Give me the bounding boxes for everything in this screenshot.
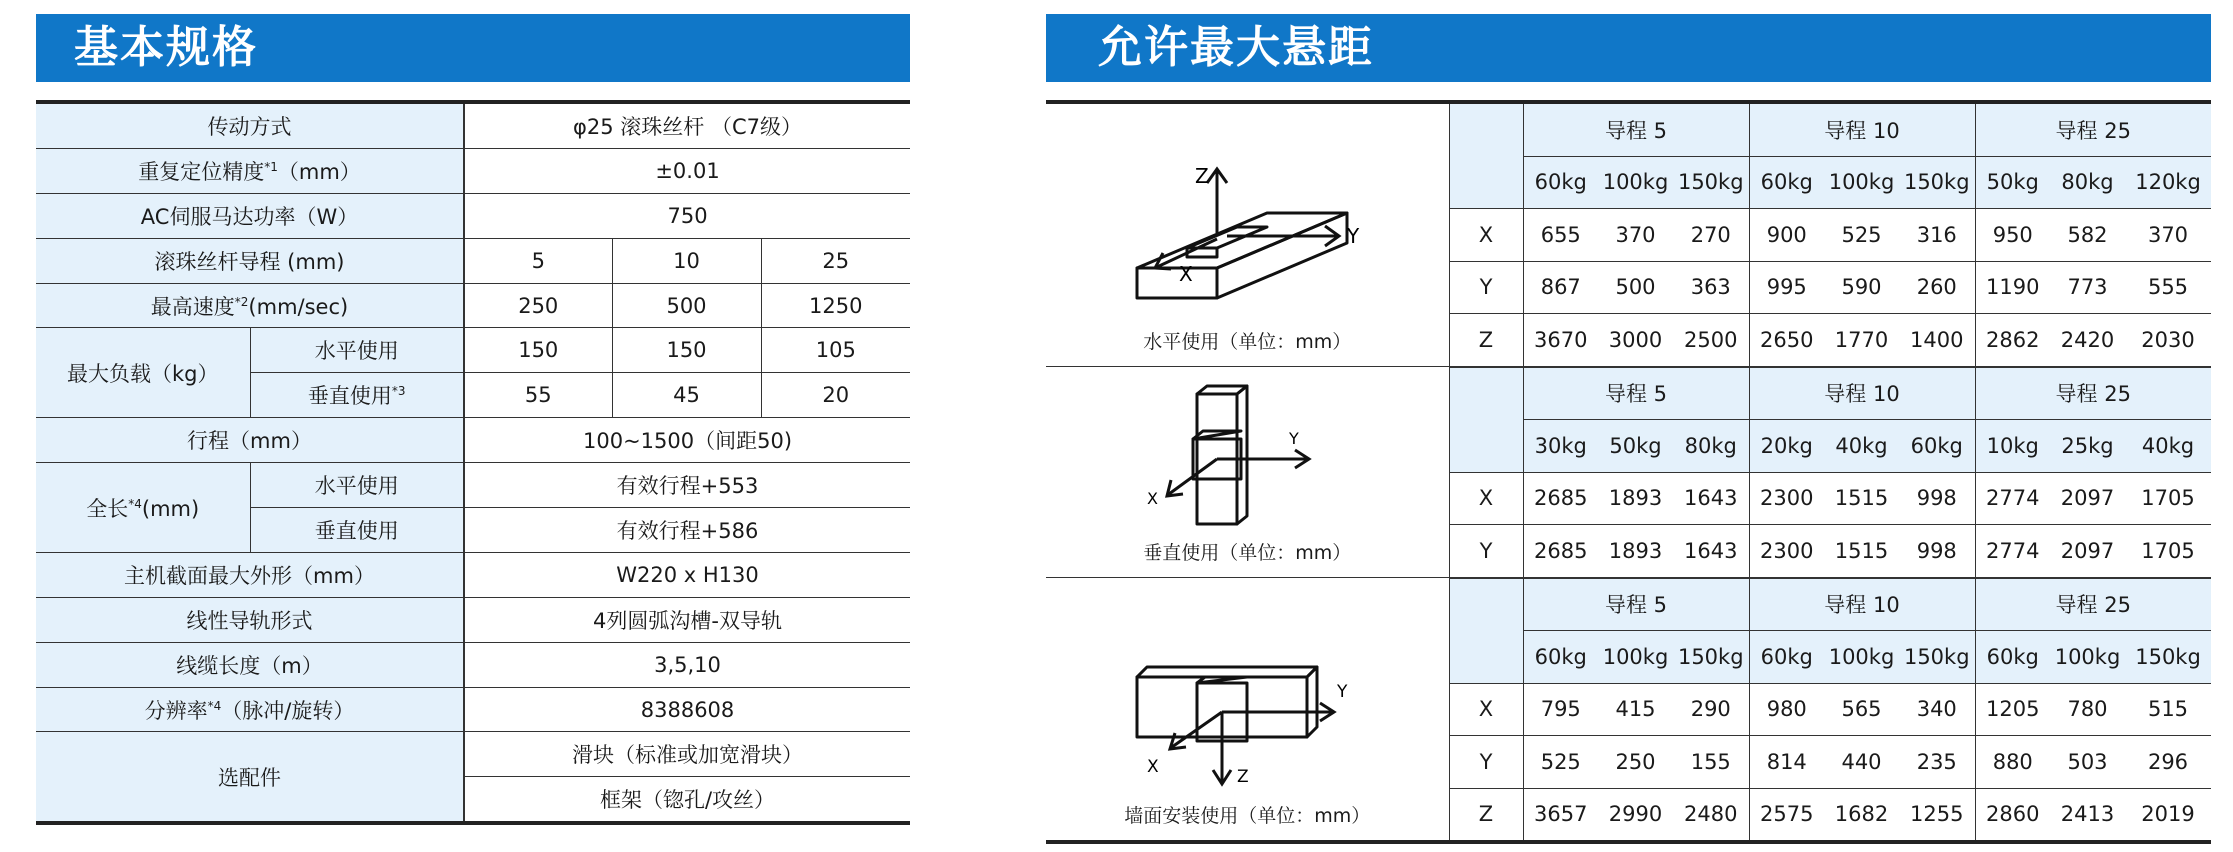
overhang-value: 440 (1824, 736, 1899, 789)
overhang-value: 582 (2050, 209, 2125, 262)
spec-value: 150 (464, 328, 612, 373)
overhang-value: 235 (1899, 736, 1975, 789)
spec-value: 105 (761, 328, 910, 373)
spec-sublabel: 垂直使用 (250, 508, 464, 553)
overhang-value: 555 (2125, 261, 2211, 314)
overhang-value: 795 (1523, 683, 1598, 736)
overhang-value: 260 (1899, 261, 1975, 314)
overhang-value: 655 (1523, 209, 1598, 262)
overhang-value: 1893 (1598, 472, 1673, 525)
load-header: 50kg (1598, 420, 1673, 473)
spec-value: 8388608 (464, 687, 910, 732)
axis-label: Y (1449, 525, 1523, 578)
overhang-value: 1643 (1673, 472, 1749, 525)
figure-caption: 垂直使用（单位：mm） (1143, 542, 1352, 564)
figure-caption: 水平使用（单位：mm） (1143, 331, 1352, 353)
lead-header: 导程 5 (1523, 102, 1749, 156)
spec-row-lead (36, 238, 910, 283)
spec-value: 10 (612, 238, 761, 283)
load-header: 120kg (2125, 156, 2211, 209)
overhang-value: 290 (1673, 683, 1749, 736)
axis-x-label: X (1147, 757, 1159, 777)
axis-z-label: Z (1237, 767, 1249, 787)
spec-value: 3,5,10 (464, 642, 910, 687)
overhang-value: 773 (2050, 261, 2125, 314)
load-header: 150kg (1899, 156, 1975, 209)
load-header: 150kg (1673, 631, 1749, 684)
load-header: 30kg (1523, 420, 1598, 473)
overhang-value: 2300 (1749, 472, 1824, 525)
overhang-value: 780 (2050, 683, 2125, 736)
load-header: 150kg (1673, 156, 1749, 209)
overhang-value: 1770 (1824, 314, 1899, 367)
overhang-lead-header (1046, 578, 2211, 631)
spec-value: 100~1500（间距50) (464, 418, 910, 463)
axis-header-blank (1449, 102, 1523, 209)
spec-row-drive (36, 102, 910, 148)
overhang-value: 3670 (1523, 314, 1598, 367)
overhang-table (1046, 100, 2211, 844)
spec-table (36, 100, 910, 825)
axis-label: Y (1449, 736, 1523, 789)
overhang-value: 814 (1749, 736, 1824, 789)
overhang-value: 2862 (1975, 314, 2050, 367)
load-header: 40kg (2125, 420, 2211, 473)
overhang-value: 2413 (2050, 788, 2125, 842)
overhang-lead-header (1046, 102, 2211, 156)
load-header: 60kg (1899, 420, 1975, 473)
overhang-value: 1705 (2125, 472, 2211, 525)
spec-label: 行程（mm） (36, 418, 464, 463)
spec-row-options (36, 732, 910, 777)
spec-value: 500 (612, 283, 761, 328)
load-header: 80kg (1673, 420, 1749, 473)
overhang-value: 980 (1749, 683, 1824, 736)
spec-value: 1250 (761, 283, 910, 328)
spec-value: 4列圆弧沟槽-双导轨 (464, 597, 910, 642)
axis-label: X (1449, 209, 1523, 262)
axis-label: X (1449, 472, 1523, 525)
spec-value: 750 (464, 193, 910, 238)
overhang-value: 250 (1598, 736, 1673, 789)
overhang-value: 995 (1749, 261, 1824, 314)
overhang-value: 2685 (1523, 472, 1598, 525)
load-header: 10kg (1975, 420, 2050, 473)
overhang-value: 950 (1975, 209, 2050, 262)
overhang-value: 155 (1673, 736, 1749, 789)
axis-label: Z (1449, 788, 1523, 842)
vertical-use-diagram (1137, 384, 1357, 534)
load-header: 100kg (1598, 156, 1673, 209)
figure-cell-horizontal (1046, 102, 1449, 367)
load-header: 150kg (2125, 631, 2211, 684)
axis-header-blank (1449, 578, 1523, 684)
overhang-value: 2650 (1749, 314, 1824, 367)
spec-value: 25 (761, 238, 910, 283)
axis-label: Y (1449, 261, 1523, 314)
lead-header: 导程 10 (1749, 102, 1975, 156)
spec-value: 250 (464, 283, 612, 328)
spec-label: 全长$^{*4}$(mm) (36, 463, 250, 553)
overhang-value: 2480 (1673, 788, 1749, 842)
overhang-value: 340 (1899, 683, 1975, 736)
overhang-value: 370 (1598, 209, 1673, 262)
horizontal-use-diagram (1117, 153, 1377, 323)
overhang-value: 2685 (1523, 525, 1598, 578)
overhang-value: 3657 (1523, 788, 1598, 842)
overhang-value: 2774 (1975, 472, 2050, 525)
load-header: 60kg (1975, 631, 2050, 684)
overhang-value: 1205 (1975, 683, 2050, 736)
section-title-basic-spec: 基本规格 (36, 14, 910, 82)
spec-label: 线缆长度（m） (36, 642, 464, 687)
spec-value: 150 (612, 328, 761, 373)
overhang-value: 2097 (2050, 472, 2125, 525)
overhang-value: 867 (1523, 261, 1598, 314)
spec-value: 45 (612, 373, 761, 418)
axis-label: Z (1449, 314, 1523, 367)
figure-cell-vertical (1046, 367, 1449, 578)
section-title-max-overhang: 允许最大悬距 (1046, 14, 2211, 82)
overhang-value: 1515 (1824, 472, 1899, 525)
overhang-value: 1643 (1673, 525, 1749, 578)
overhang-value: 1705 (2125, 525, 2211, 578)
spec-label: 最大负载（kg） (36, 328, 250, 418)
load-header: 50kg (1975, 156, 2050, 209)
axis-z-label: Z (1195, 164, 1209, 188)
wall-mount-diagram (1117, 657, 1377, 797)
overhang-value: 1400 (1899, 314, 1975, 367)
figure-cell-wall (1046, 578, 1449, 843)
axis-header-blank (1449, 367, 1523, 473)
overhang-value: 2019 (2125, 788, 2211, 842)
spec-label: 最高速度$^{*2}$(mm/sec) (36, 283, 464, 328)
axis-y-label: Y (1347, 224, 1360, 248)
overhang-lead-header (1046, 367, 2211, 420)
spec-value: 55 (464, 373, 612, 418)
spec-label: 滚珠丝杆导程 (mm) (36, 238, 464, 283)
load-header: 100kg (2050, 631, 2125, 684)
spec-value: 20 (761, 373, 910, 418)
load-header: 60kg (1749, 631, 1824, 684)
overhang-value: 316 (1899, 209, 1975, 262)
spec-label: 主机截面最大外形（mm） (36, 552, 464, 597)
spec-row-load-horizontal (36, 328, 910, 373)
load-header: 40kg (1824, 420, 1899, 473)
axis-y-label: Y (1337, 682, 1348, 702)
axis-y-label: Y (1289, 429, 1300, 448)
spec-label: 分辨率$^{*4}$（脉冲/旋转） (36, 687, 464, 732)
overhang-value: 1893 (1598, 525, 1673, 578)
overhang-value: 2030 (2125, 314, 2211, 367)
spec-value: φ25 滚珠丝杆 （C7级） (464, 102, 910, 148)
load-header: 100kg (1824, 156, 1899, 209)
spec-row-guide (36, 597, 910, 642)
axis-x-label: X (1179, 262, 1193, 286)
spec-value: 5 (464, 238, 612, 283)
spec-sublabel: 水平使用 (250, 328, 464, 373)
axis-label: X (1449, 683, 1523, 736)
load-header: 60kg (1749, 156, 1824, 209)
spec-row-stroke (36, 418, 910, 463)
overhang-value: 270 (1673, 209, 1749, 262)
lead-header: 导程 25 (1975, 578, 2211, 631)
spec-value: ±0.01 (464, 148, 910, 193)
overhang-value: 2420 (2050, 314, 2125, 367)
load-header: 60kg (1523, 631, 1598, 684)
lead-header: 导程 5 (1523, 578, 1749, 631)
spec-sublabel: 垂直使用$^{*3}$ (250, 373, 464, 418)
overhang-value: 525 (1523, 736, 1598, 789)
lead-header: 导程 5 (1523, 367, 1749, 420)
spec-value: 框架（锪孔/攻丝） (464, 777, 910, 823)
overhang-value: 998 (1899, 472, 1975, 525)
spec-value: 有效行程+586 (464, 508, 910, 553)
spec-row-cable (36, 642, 910, 687)
overhang-value: 1682 (1824, 788, 1899, 842)
spec-row-speed (36, 283, 910, 328)
lead-header: 导程 10 (1749, 578, 1975, 631)
overhang-value: 515 (2125, 683, 2211, 736)
overhang-value: 363 (1673, 261, 1749, 314)
overhang-value: 415 (1598, 683, 1673, 736)
lead-header: 导程 10 (1749, 367, 1975, 420)
overhang-value: 900 (1749, 209, 1824, 262)
axis-x-label: X (1147, 489, 1159, 508)
overhang-value: 1515 (1824, 525, 1899, 578)
spec-label: AC伺服马达功率（W） (36, 193, 464, 238)
overhang-value: 2097 (2050, 525, 2125, 578)
overhang-value: 296 (2125, 736, 2211, 789)
spec-label: 选配件 (36, 732, 464, 823)
spec-value: W220 x H130 (464, 552, 910, 597)
overhang-value: 500 (1598, 261, 1673, 314)
lead-header: 导程 25 (1975, 102, 2211, 156)
load-header: 20kg (1749, 420, 1824, 473)
spec-sublabel: 水平使用 (250, 463, 464, 508)
overhang-value: 3000 (1598, 314, 1673, 367)
overhang-value: 590 (1824, 261, 1899, 314)
overhang-value: 525 (1824, 209, 1899, 262)
spec-row-resolution (36, 687, 910, 732)
spec-label: 传动方式 (36, 102, 464, 148)
spec-row-repeat (36, 148, 910, 193)
spec-row-length-horizontal (36, 463, 910, 508)
overhang-value: 2990 (1598, 788, 1673, 842)
overhang-value: 370 (2125, 209, 2211, 262)
spec-row-motor (36, 193, 910, 238)
load-header: 100kg (1824, 631, 1899, 684)
spec-value: 滑块（标准或加宽滑块） (464, 732, 910, 777)
overhang-value: 565 (1824, 683, 1899, 736)
spec-label: 重复定位精度$^{*1}$（mm） (36, 148, 464, 193)
spec-row-section (36, 552, 910, 597)
lead-header: 导程 25 (1975, 367, 2211, 420)
overhang-value: 1190 (1975, 261, 2050, 314)
load-header: 60kg (1523, 156, 1598, 209)
overhang-value: 2500 (1673, 314, 1749, 367)
load-header: 25kg (2050, 420, 2125, 473)
overhang-value: 2575 (1749, 788, 1824, 842)
overhang-value: 2860 (1975, 788, 2050, 842)
spec-value: 有效行程+553 (464, 463, 910, 508)
spec-label: 线性导轨形式 (36, 597, 464, 642)
figure-caption: 墙面安装使用（单位：mm） (1124, 805, 1371, 827)
load-header: 80kg (2050, 156, 2125, 209)
overhang-value: 1255 (1899, 788, 1975, 842)
overhang-value: 880 (1975, 736, 2050, 789)
overhang-value: 998 (1899, 525, 1975, 578)
overhang-value: 2300 (1749, 525, 1824, 578)
overhang-value: 2774 (1975, 525, 2050, 578)
load-header: 100kg (1598, 631, 1673, 684)
load-header: 150kg (1899, 631, 1975, 684)
overhang-value: 503 (2050, 736, 2125, 789)
